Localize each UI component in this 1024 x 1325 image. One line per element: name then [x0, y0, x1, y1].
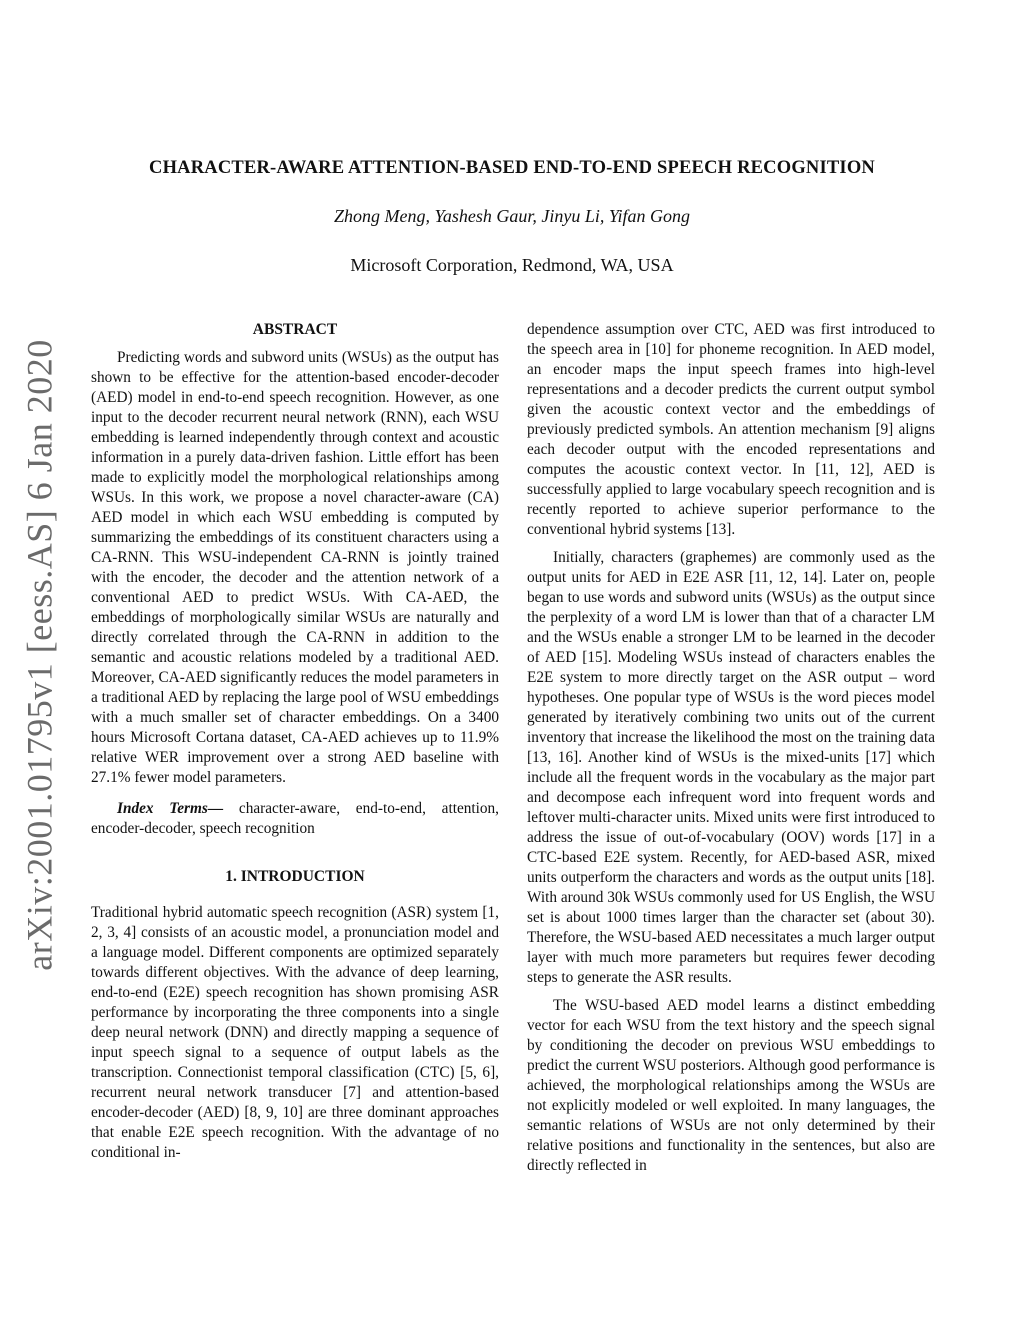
arxiv-identifier-margin: [10, 339, 70, 971]
paper-title: CHARACTER-AWARE ATTENTION-BASED END-TO-END SPEECH RECOGNITION: [149, 158, 875, 178]
intro-paragraph-1-continued: dependence assumption over CTC, AED was first introduced to the speech area in [10] for phoneme recognition. In AED model, an encoder maps the input speech frames into high-level representations and a decoder predicts the current output symbol given the acoustic context vector and the embeddings of previously predicted symbols. An attention mechanism [9] aligns each decoder output with the encoded representations and computes the acoustic context vector. In [11, 12], AED is successfully applied to large vocabulary speech recognition and is recently reported to achieve superior performance to the conventional hybrid systems [13].: [527, 321, 935, 538]
author-list: Zhong Meng, Yashesh Gaur, Jinyu Li, Yifan Gong: [333, 206, 691, 226]
right-column: [527, 320, 935, 1176]
index-terms-label: Index Terms—: [117, 800, 224, 817]
introduction-heading: 1. INTRODUCTION: [225, 868, 365, 885]
arxiv-identifier[interactable]: arXiv:2001.01795v1 [eess.AS] 6 Jan 2020: [20, 339, 60, 971]
index-terms-text: character-aware, end-to-end, attention, encoder-decoder, speech recognition: [91, 800, 500, 837]
intro-paragraph-1: Traditional hybrid automatic speech recognition (ASR) system [1, 2, 3, 4] consists of an acoustic model, a pronunciation model and a language model. Different components are optimized separately towards different objectives. With the advance of deep learning, end-to-end (E2E) speech recognition has shown promising ASR performance by incorporating the three components into a single deep neural network (DNN) and directly mapping a sequence of input speech signal to a sequence of output labels as the transcription. Connectionist temporal classification (CTC) [5, 6], recurrent neural network transducer [7] and attention-based encoder-decoder (AED) [8, 9, 10] are three dominant approaches that enable E2E speech recognition. With the advantage of no conditional in-: [91, 904, 499, 1161]
intro-paragraph-3: The WSU-based AED model learns a distinct embedding vector for each WSU from the text history and the speech signal by conditioning the decoder on previous WSU embeddings to predict the current WSU posteriors. Although good performance is achieved, the morphological relationships among the WSUs are not explicitly modeled or well exploited. In many languages, the semantic relations of WSUs are not only determined by their relative positions and functionality in the sentences, but also are directly reflected in: [527, 997, 935, 1174]
abstract-text: Predicting words and subword units (WSUs) as the output has shown to be effective for the attention-based encoder-decoder (AED) model in end-to-end speech recognition. However, as one input to the decoder recurrent neural network (RNN), each WSU embedding is learned independently through context and acoustic information in a purely data-driven fashion. Little effort has been made to explicitly model the morphological relationships among WSUs. In this work, we propose a novel character-aware (CA) AED model in which each WSU embedding is computed by summarizing the embeddings of its constituent characters using a CA-RNN. This WSU-independent CA-RNN is jointly trained with the encoder, the decoder and the attention network of a conventional AED to predict WSUs. With CA-AED, the embeddings of morphologically similar WSUs are naturally and directly correlated through the CA-RNN in addition to the semantic and acoustic relations modeled by a traditional AED. Moreover, CA-AED significantly reduces the model parameters in a traditional AED by replacing the large pool of WSU embeddings with a much smaller set of character embeddings. On a 3400 hours Microsoft Cortana dataset, CA-AED achieves up to 11.9% relative WER improvement over a strong AED baseline with 27.1% fewer model parameters.: [91, 349, 499, 786]
intro-paragraph-2: Initially, characters (graphemes) are commonly used as the output units for AED in E2E ASR [11, 12, 14]. Later on, people began to use words and subword units (WSUs) as the output since the perplexity of a word LM is lower than that of a character LM and the WSUs enable a stronger LM to be learned in the decoder of AED [15]. Modeling WSUs instead of characters enables the E2E system to more directly target on the ASR output – word hypotheses. One popular type of WSUs is the word pieces model generated by iteratively combining two units out of the current inventory that increase the likelihood the most on the training data [13, 16]. Another kind of WSUs is the mixed-units [17] which include all the frequent words in the vocabulary as the major part and decompose each infrequent word into frequent words and leftover multi-character units. Mixed units were first introduced to address the issue of out-of-vocabulary (OOV) words [17] in a CTC-based E2E system. Recently, for AED-based ASR, mixed units outperform the characters and words as the output units [18]. With around 30k WSUs commonly used for US English, the WSU set is about 1000 times larger than the character set (about 30). Therefore, the WSU-based AED necessitates a much larger output layer with much more parameters but requires fewer decoding steps to generate the ASR results.: [527, 549, 935, 986]
abstract-heading: ABSTRACT: [252, 321, 338, 338]
left-column: [91, 320, 499, 1163]
affiliation: Microsoft Corporation, Redmond, WA, USA: [350, 255, 674, 275]
index-terms: [91, 799, 499, 839]
